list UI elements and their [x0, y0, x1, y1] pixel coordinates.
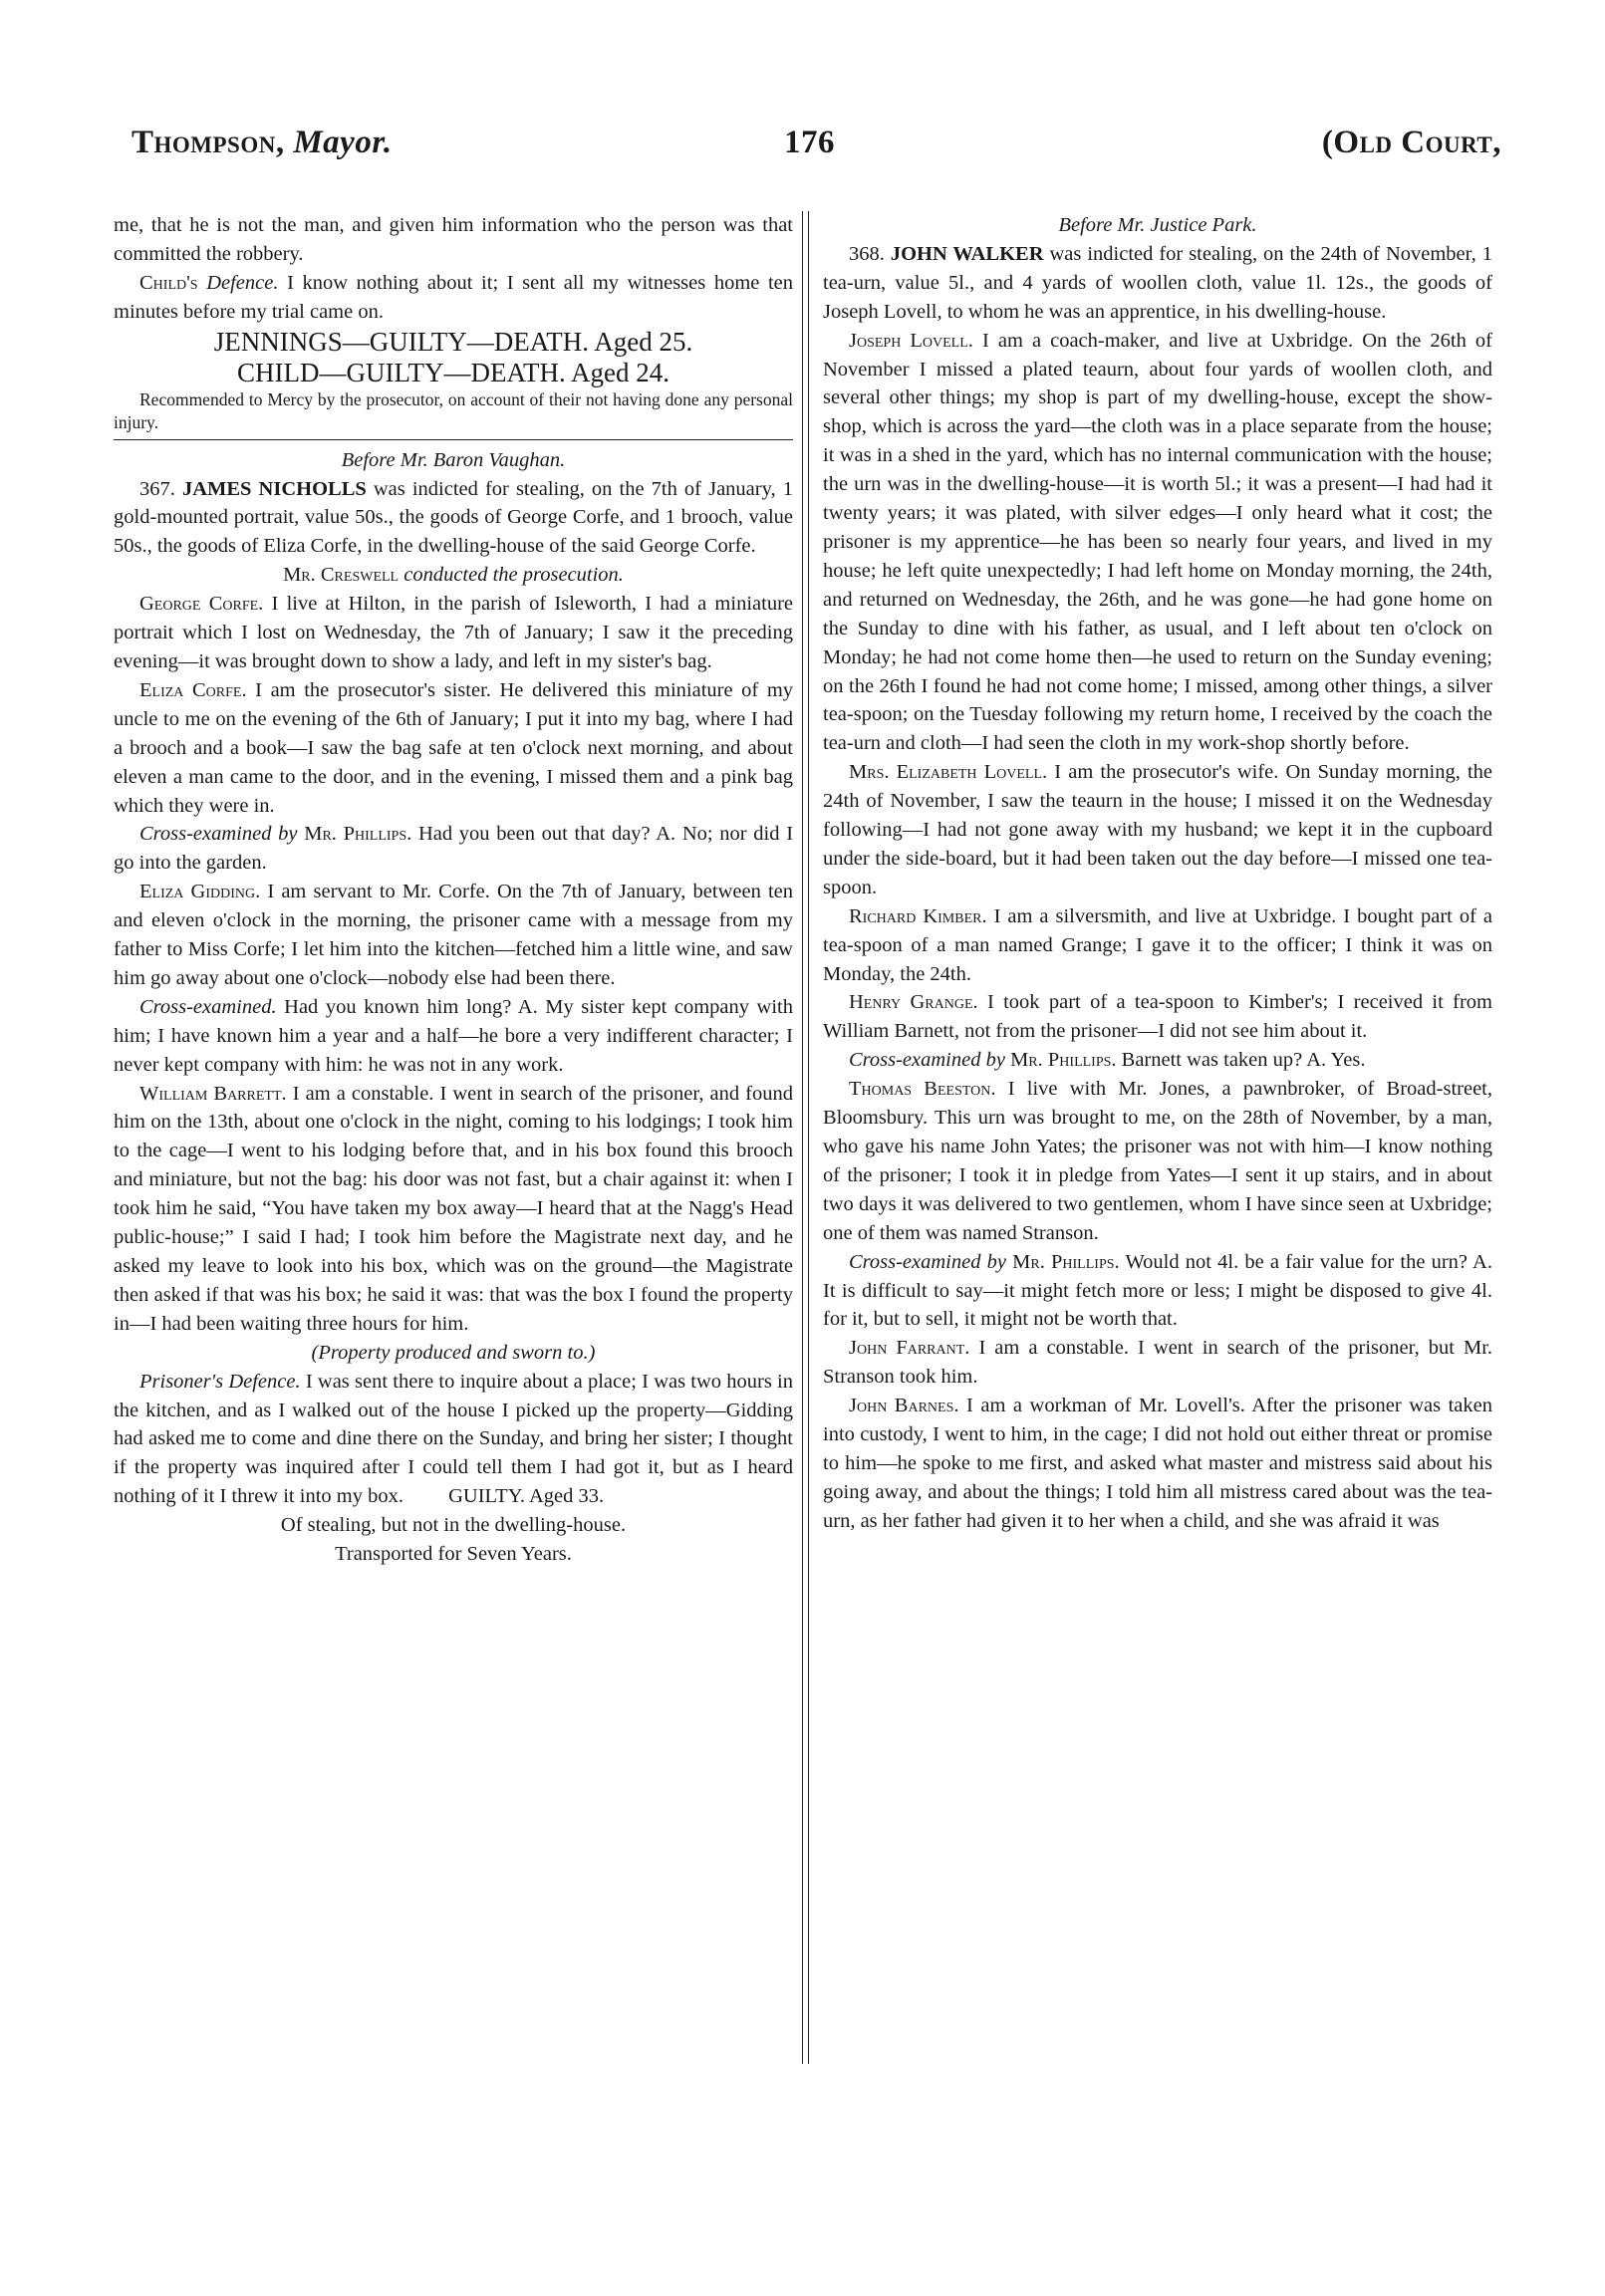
defendant-name: JOHN WALKER — [890, 242, 1044, 265]
witness-paragraph — [823, 1392, 1492, 1536]
right-column — [823, 211, 1492, 1536]
section-divider — [114, 439, 793, 440]
witness-paragraph — [823, 758, 1492, 902]
case-paragraph — [114, 475, 793, 562]
witness-name: George Corfe. — [139, 593, 264, 616]
testimony: Barnett was taken up? A. Yes. — [1121, 1049, 1366, 1072]
paragraph-text: I know nothing about it; I sent all my witnesses home ten minutes before my trial came on. — [114, 271, 794, 323]
testimony: I was sent there to inquire about a place; I was two hours in the kitchen, and as I walked out of the house I picked up the property—Gidding had asked me to come and dine there on the Sunday, and bring her sister; I thought if the property was inquired after I could tell them I had got it, but as I heard nothing of it I threw it into my box. — [114, 1370, 793, 1508]
witness-name: John Barnes. — [849, 1395, 959, 1417]
speaker-name: Child's — [139, 271, 198, 294]
witness-paragraph — [114, 590, 793, 676]
testimony: Had you been out that day? A. No; nor did I go into the garden. — [114, 823, 794, 875]
testimony: I am a constable. I went in search of the prisoner, but Mr. Stranson took him. — [823, 1337, 1493, 1389]
cross-exam-paragraph — [823, 1046, 1492, 1075]
speaker-label: Defence. — [206, 271, 279, 294]
counsel-name: Mr. Phillips. — [1012, 1250, 1120, 1273]
cross-exam-paragraph — [114, 993, 793, 1080]
defendant-name: JAMES NICHOLLS — [181, 477, 367, 500]
sentence-line: Of stealing, but not in the dwelling-house. — [280, 1514, 627, 1537]
cross-exam-paragraph — [114, 820, 793, 878]
page-number: 176 — [784, 125, 835, 160]
testimony: I live with Mr. Jones, a pawnbroker, of Broad-street, Bloomsbury. This urn was brought to me, on the 28th of November, by a man, who gave his name John Yates; the prisoner was not with him—I know nothing of the prisoner; I took it in pledge from Yates—I sent it up stairs, and in about two days it was delivered to two gentlemen, whom I have since seen at Uxbridge; one of them was named Stranson. — [823, 1078, 1493, 1244]
testimony: Had you known him long? A. My sister kept company with him; I have known him a year and a half—he bore a very indifferent character; I never kept company with him: he was not in any work. — [114, 995, 793, 1076]
court-heading: Before Mr. Baron Vaughan. — [341, 448, 566, 471]
running-header — [132, 125, 1501, 174]
defence-label: Prisoner's Defence. — [139, 1370, 301, 1393]
witness-name: William Barrett. — [139, 1082, 287, 1105]
witness-paragraph — [114, 878, 793, 993]
cross-exam-label: Cross-examined by — [849, 1049, 1005, 1072]
testimony: I am a constable. I went in search of the prisoner, and found him on the 13th, about one o'clock in the night, coming to his lodgings; I took him to the cage—I went to his lodging before that, and in his box found this brooch and miniature, but not the bag: his door was not fast, but a chair against it: when I took him he said, “You have taken my box away—I heard that at the Nagg's Head public-house;” I said I had; I took him before the Magistrate next day, and he asked my leave to look into his box, which was on the ground—the Magistrate then asked if that was his box; he said it was: that was the box I found the property in—I had been waiting three hours for him. — [114, 1082, 794, 1335]
counsel-name: Mr. Phillips. — [1010, 1049, 1117, 1072]
testimony: I am the prosecutor's wife. On Sunday morning, the 24th of November, I saw the teaurn in the house; I missed it on the Wednesday following—I had not gone away with my husband; we kept it in the cupboard under the side-board, but it had been taken out the day before—I missed one tea-spoon. — [823, 761, 1492, 898]
counsel-line — [114, 561, 793, 590]
header-right: (Old Court, — [1321, 125, 1501, 160]
case-text: was indicted for stealing, on the 7th of January, 1 gold-mounted portrait, value 50s., the goods of George Corfe, and 1 brooch, value 50s., the goods of Eliza Corfe, in the dwelling-house of the said George Corfe. — [114, 477, 793, 558]
header-mayor-name: Thompson, — [132, 125, 285, 160]
witness-paragraph — [823, 902, 1492, 989]
header-left — [132, 125, 393, 161]
witness-paragraph — [823, 1075, 1492, 1247]
case-number: 368. — [849, 242, 885, 265]
verdict: JENNINGS—GUILTY—DEATH. Aged 25. — [213, 326, 693, 357]
witness-name: Mrs. Elizabeth Lovell. — [849, 761, 1048, 784]
case-paragraph — [823, 240, 1492, 327]
testimony: I am a coach-maker, and live at Uxbridge. On the 26th of November I missed a plated teaurn, about four yards of woollen cloth, and several other things; my shop is part of my dwelling-house, except the show-shop, which is across the yard—the cloth was in a place separate from the house; it was in a shed in the yard, which has no internal communication with the house; the urn was in the dwelling-house—it is worth 5l.; it was a present—I had had it twenty years; it was plated, with silver edges—I only heard what it cost; the prisoner is my apprentice—he has been so nearly four years, and lived in my house; he left quite unexpectedly; I had left home on Monday morning, the 24th, and returned on Wednesday, the 26th, and he was gone—he had gone home on the Sunday to dine with his father, as usual, and I left about ten o'clock on Monday; he had not come home then—he used to return on the Sunday evening; on the 26th I found he had not come home; I missed, among other things, a silver tea-spoon; on the Tuesday following my return home, I received by the coach the tea-urn and cloth—I had seen the cloth in my work-shop shortly before. — [823, 329, 1492, 755]
witness-name: Eliza Corfe. — [139, 678, 247, 701]
counsel-name: Mr. Phillips. — [304, 823, 412, 846]
witness-paragraph — [823, 327, 1492, 759]
testimony: I am a silversmith, and live at Uxbridge. I bought part of a tea-spoon of a man named Grange; I gave it to the officer; I think it was on Monday, the 24th. — [823, 904, 1492, 985]
testimony: I am servant to Mr. Corfe. On the 7th of January, between ten and eleven o'clock in the morning, the prisoner came with a message from my father to Miss Corfe; I let him into the kitchen—fetched him a little wine, and saw him go away about one o'clock—nobody else had been there. — [114, 881, 794, 989]
witness-name: Thomas Beeston. — [849, 1078, 996, 1101]
witness-paragraph — [823, 988, 1492, 1046]
column-divider — [802, 211, 809, 2064]
witness-paragraph — [114, 1080, 793, 1339]
witness-name: Eliza Gidding. — [139, 881, 261, 903]
paragraph — [114, 269, 793, 327]
witness-paragraph — [823, 1334, 1492, 1392]
cross-exam-label: Cross-examined. — [139, 995, 277, 1018]
defence-paragraph — [114, 1368, 793, 1512]
property-note: (Property produced and sworn to.) — [311, 1341, 596, 1364]
verdict-inline: GUILTY. Aged 33. — [448, 1485, 605, 1508]
counsel-name: Mr. Creswell — [283, 564, 400, 587]
testimony: I am the prosecutor's sister. He delivered this miniature of my uncle to me on the evening of the 6th of January; I put it into my bag, where I had a brooch and a book—I saw the bag safe at ten o'clock next morning, and about eleven a man came to the door, and in the evening, I missed them and a pink bag which they were in. — [114, 678, 794, 817]
testimony: Would not 4l. be a fair value for the urn? A. It is difficult to say—it might fetch more or less; I might be disposed to give 4l. for it, but to sell, it might not be worth that. — [823, 1250, 1492, 1331]
verdict: CHILD—GUILTY—DEATH. Aged 24. — [237, 357, 669, 387]
witness-name: Joseph Lovell. — [849, 329, 973, 352]
witness-name: Henry Grange. — [849, 991, 978, 1014]
recommendation-note: Recommended to Mercy by the prosecutor, on account of their not having done any personal injury. — [114, 388, 793, 432]
counsel-text: conducted the prosecution. — [403, 564, 624, 587]
header-mayor-title: Mayor. — [293, 125, 393, 160]
cross-exam-label: Cross-examined by — [139, 823, 298, 846]
testimony: I am a workman of Mr. Lovell's. After the prisoner was taken into custody, I went to him, in the cage; I did not hold out either threat or promise to him—he spoke to me first, and asked what master and mistress said about his going away, and about the things; I told him all mistress cared about was the tea-urn, as her father had given it to her when a child, and she was afraid it was — [823, 1395, 1493, 1532]
cross-exam-paragraph — [823, 1248, 1492, 1335]
testimony: I live at Hilton, in the parish of Isleworth, I had a miniature portrait which I lost on Wednesday, the 7th of January; I saw it the preceding evening—it was brought down to show a lady, and left in my sister's bag. — [114, 593, 793, 672]
court-heading: Before Mr. Justice Park. — [1058, 214, 1257, 236]
testimony: I took part of a tea-spoon to Kimber's; I received it from William Barnett, not from the prisoner—I did not see him about it. — [823, 991, 1492, 1043]
paragraph: me, that he is not the man, and given him information who the person was that committed the robbery. — [114, 214, 793, 265]
witness-paragraph — [114, 676, 793, 821]
case-text: was indicted for stealing, on the 24th of November, 1 tea-urn, value 5l., and 4 yards of woollen cloth, value 1l. 12s., the goods of Joseph Lovell, to whom he was an apprentice, in his dwelling-house. — [823, 242, 1492, 323]
cross-exam-label: Cross-examined by — [849, 1250, 1006, 1273]
witness-name: John Farrant. — [849, 1337, 970, 1360]
witness-name: Richard Kimber. — [849, 904, 987, 927]
left-column — [114, 211, 793, 1569]
case-number: 367. — [139, 477, 175, 500]
sentence-line: Transported for Seven Years. — [335, 1543, 572, 1566]
